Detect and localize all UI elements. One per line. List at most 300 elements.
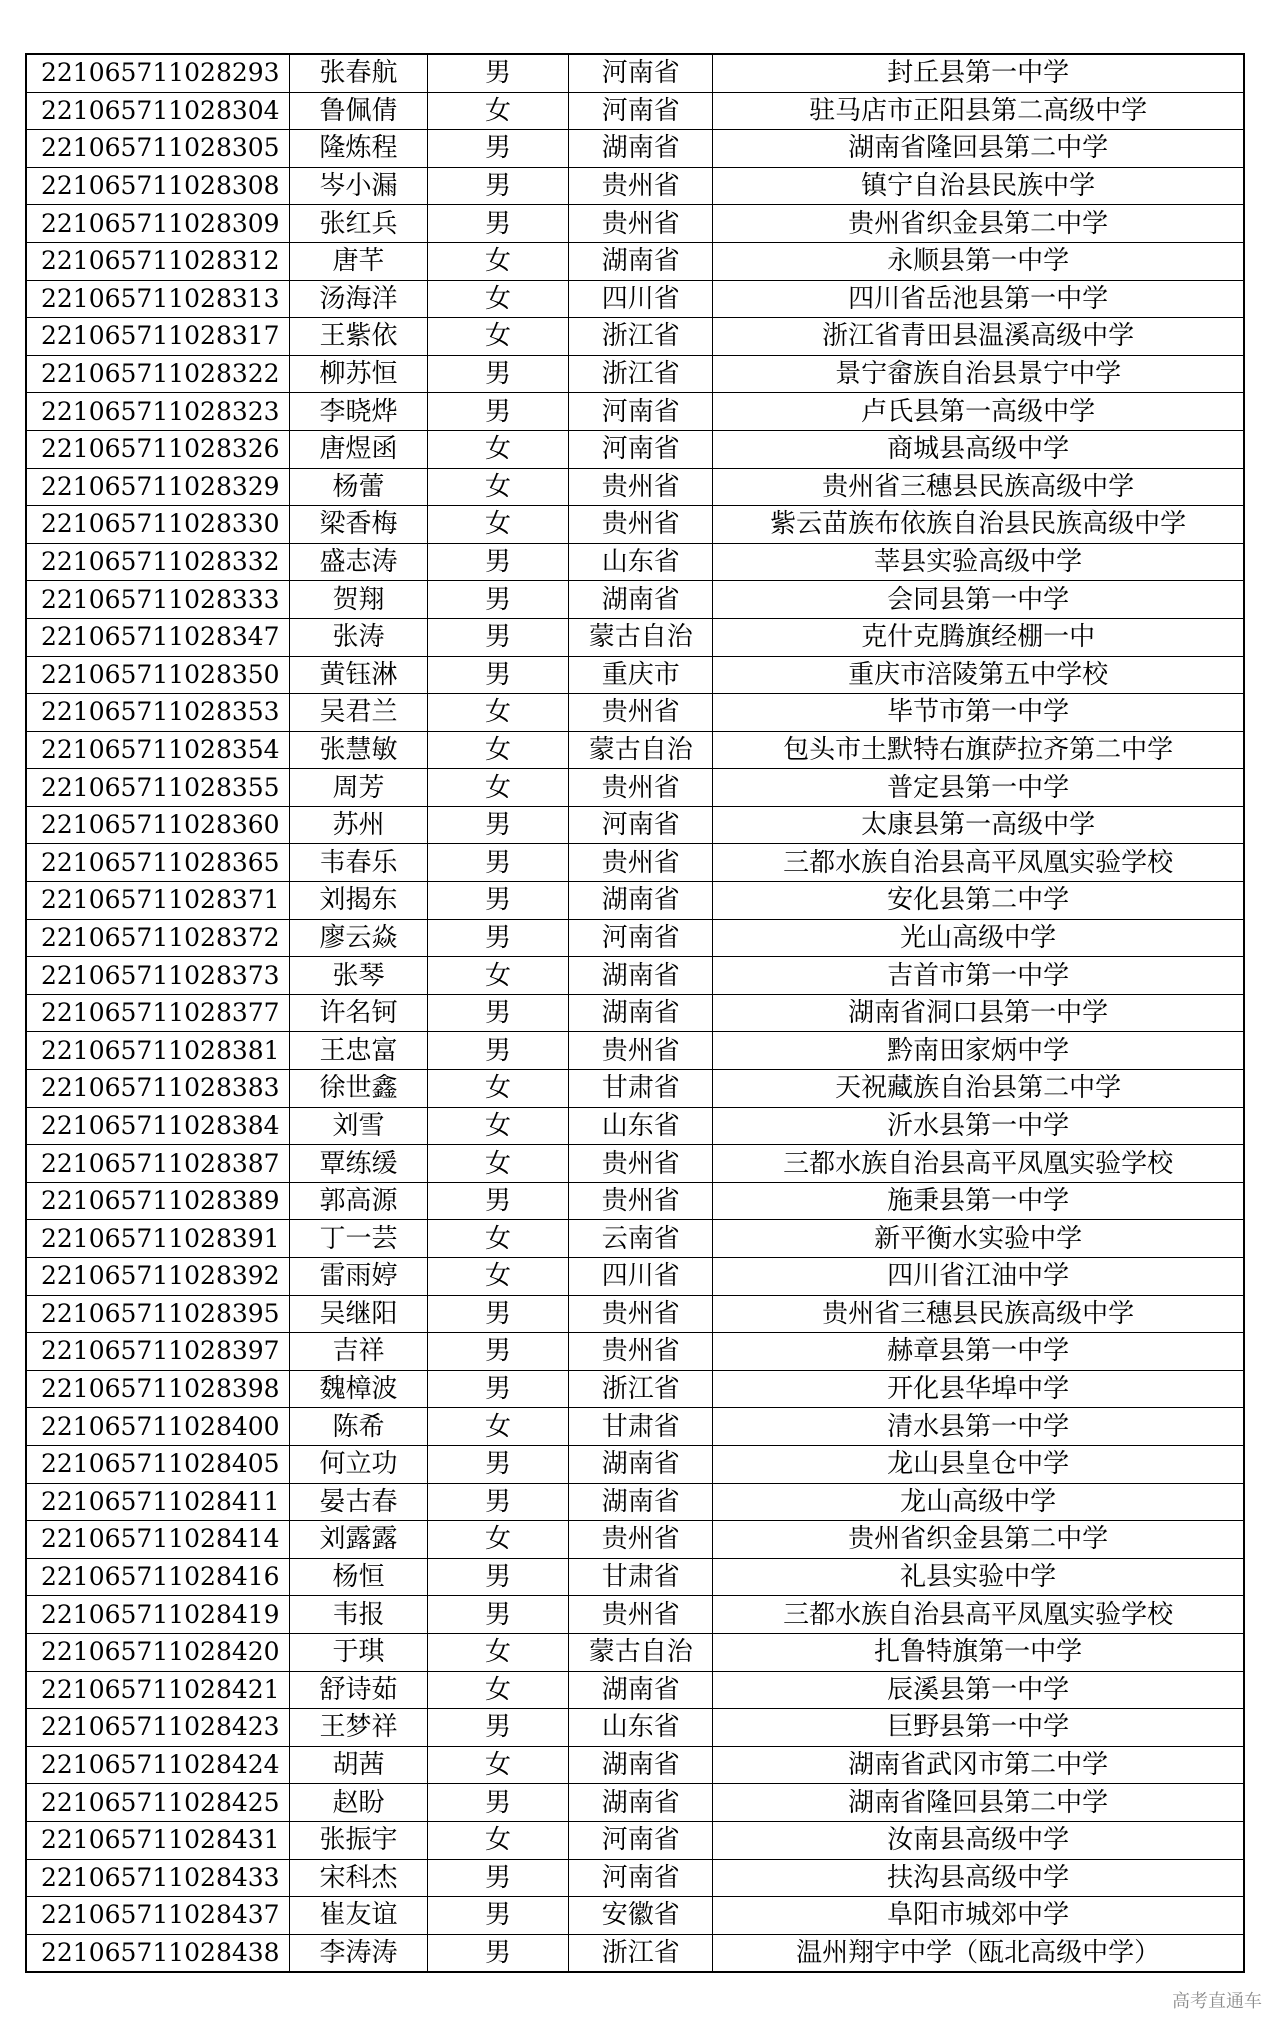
- table-row: [26, 1032, 1244, 1070]
- gender-cell: 男: [427, 1934, 568, 1972]
- student-id-cell: 221065711028424: [26, 1746, 290, 1784]
- student-id-cell: 221065711028395: [26, 1295, 290, 1333]
- school-cell: 安化县第二中学: [713, 882, 1244, 920]
- province-cell: 湖南省: [569, 1746, 713, 1784]
- table-row: [26, 205, 1244, 243]
- name-cell: 李涛涛: [290, 1934, 428, 1972]
- student-id-cell: 221065711028387: [26, 1145, 290, 1183]
- student-id-cell: 221065711028372: [26, 919, 290, 957]
- table-row: [26, 1897, 1244, 1935]
- student-id-cell: 221065711028391: [26, 1220, 290, 1258]
- province-cell: 蒙古自治: [569, 1633, 713, 1671]
- school-cell: 湖南省隆回县第二中学: [713, 130, 1244, 168]
- gender-cell: 男: [427, 205, 568, 243]
- name-cell: 胡茜: [290, 1746, 428, 1784]
- province-cell: 贵州省: [569, 1145, 713, 1183]
- gender-cell: 女: [427, 92, 568, 130]
- school-cell: 辰溪县第一中学: [713, 1671, 1244, 1709]
- table-row: [26, 1370, 1244, 1408]
- school-cell: 湖南省武冈市第二中学: [713, 1746, 1244, 1784]
- name-cell: 周芳: [290, 769, 428, 807]
- name-cell: 郭高源: [290, 1182, 428, 1220]
- province-cell: 甘肃省: [569, 1408, 713, 1446]
- province-cell: 贵州省: [569, 694, 713, 732]
- province-cell: 蒙古自治: [569, 618, 713, 656]
- school-cell: 阜阳市城郊中学: [713, 1897, 1244, 1935]
- table-row: [26, 1671, 1244, 1709]
- table-body: [26, 54, 1244, 1972]
- province-cell: 湖南省: [569, 1671, 713, 1709]
- table-row: [26, 1821, 1244, 1859]
- gender-cell: 女: [427, 1633, 568, 1671]
- table-row: [26, 280, 1244, 318]
- name-cell: 赵盼: [290, 1784, 428, 1822]
- province-cell: 湖南省: [569, 957, 713, 995]
- name-cell: 刘揭东: [290, 882, 428, 920]
- name-cell: 杨蕾: [290, 468, 428, 506]
- gender-cell: 男: [427, 1709, 568, 1747]
- table-row: [26, 1145, 1244, 1183]
- table-row: [26, 656, 1244, 694]
- school-cell: 四川省江油中学: [713, 1258, 1244, 1296]
- name-cell: 廖云焱: [290, 919, 428, 957]
- school-cell: 湖南省洞口县第一中学: [713, 994, 1244, 1032]
- table-row: [26, 1258, 1244, 1296]
- gender-cell: 男: [427, 581, 568, 619]
- table-row: [26, 468, 1244, 506]
- gender-cell: 男: [427, 1859, 568, 1897]
- student-id-cell: 221065711028373: [26, 957, 290, 995]
- name-cell: 汤海洋: [290, 280, 428, 318]
- school-cell: 汝南县高级中学: [713, 1821, 1244, 1859]
- gender-cell: 男: [427, 844, 568, 882]
- name-cell: 王紫依: [290, 318, 428, 356]
- province-cell: 四川省: [569, 280, 713, 318]
- gender-cell: 女: [427, 242, 568, 280]
- province-cell: 贵州省: [569, 844, 713, 882]
- admission-list-table: [25, 53, 1245, 1973]
- table-row: [26, 1784, 1244, 1822]
- school-cell: 三都水族自治县高平凤凰实验学校: [713, 844, 1244, 882]
- table-row: [26, 1220, 1244, 1258]
- name-cell: 刘露露: [290, 1521, 428, 1559]
- table-row: [26, 806, 1244, 844]
- school-cell: 贵州省织金县第二中学: [713, 1521, 1244, 1559]
- province-cell: 河南省: [569, 430, 713, 468]
- school-cell: 克什克腾旗经棚一中: [713, 618, 1244, 656]
- student-id-cell: 221065711028353: [26, 694, 290, 732]
- table-row: [26, 1445, 1244, 1483]
- student-id-cell: 221065711028411: [26, 1483, 290, 1521]
- province-cell: 贵州省: [569, 1596, 713, 1634]
- name-cell: 杨恒: [290, 1558, 428, 1596]
- school-cell: 三都水族自治县高平凤凰实验学校: [713, 1596, 1244, 1634]
- gender-cell: 男: [427, 1370, 568, 1408]
- table-row: [26, 393, 1244, 431]
- school-cell: 四川省岳池县第一中学: [713, 280, 1244, 318]
- table-row: [26, 1295, 1244, 1333]
- table-row: [26, 54, 1244, 92]
- school-cell: 贵州省织金县第二中学: [713, 205, 1244, 243]
- student-id-cell: 221065711028360: [26, 806, 290, 844]
- school-cell: 开化县华埠中学: [713, 1370, 1244, 1408]
- table-row: [26, 543, 1244, 581]
- gender-cell: 女: [427, 430, 568, 468]
- name-cell: 魏樟波: [290, 1370, 428, 1408]
- gender-cell: 男: [427, 919, 568, 957]
- school-cell: 太康县第一高级中学: [713, 806, 1244, 844]
- school-cell: 黔南田家炳中学: [713, 1032, 1244, 1070]
- table-row: [26, 919, 1244, 957]
- table-row: [26, 318, 1244, 356]
- student-id-cell: 221065711028326: [26, 430, 290, 468]
- student-id-cell: 221065711028329: [26, 468, 290, 506]
- gender-cell: 女: [427, 1521, 568, 1559]
- table-row: [26, 1408, 1244, 1446]
- name-cell: 晏古春: [290, 1483, 428, 1521]
- student-id-cell: 221065711028322: [26, 355, 290, 393]
- name-cell: 唐煜函: [290, 430, 428, 468]
- school-cell: 浙江省青田县温溪高级中学: [713, 318, 1244, 356]
- gender-cell: 男: [427, 656, 568, 694]
- province-cell: 河南省: [569, 806, 713, 844]
- name-cell: 何立功: [290, 1445, 428, 1483]
- table-row: [26, 994, 1244, 1032]
- province-cell: 湖南省: [569, 882, 713, 920]
- province-cell: 贵州省: [569, 1295, 713, 1333]
- province-cell: 浙江省: [569, 318, 713, 356]
- gender-cell: 男: [427, 1558, 568, 1596]
- table-row: [26, 1934, 1244, 1972]
- name-cell: 张春航: [290, 54, 428, 92]
- name-cell: 王梦祥: [290, 1709, 428, 1747]
- province-cell: 贵州省: [569, 1521, 713, 1559]
- student-id-cell: 221065711028397: [26, 1333, 290, 1371]
- watermark-text: 高考直通车: [1172, 1991, 1262, 2012]
- province-cell: 贵州省: [569, 1032, 713, 1070]
- name-cell: 陈希: [290, 1408, 428, 1446]
- province-cell: 贵州省: [569, 205, 713, 243]
- province-cell: 贵州省: [569, 167, 713, 205]
- table-row: [26, 1182, 1244, 1220]
- province-cell: 河南省: [569, 54, 713, 92]
- gender-cell: 男: [427, 54, 568, 92]
- student-id-cell: 221065711028308: [26, 167, 290, 205]
- name-cell: 唐芊: [290, 242, 428, 280]
- school-cell: 会同县第一中学: [713, 581, 1244, 619]
- name-cell: 丁一芸: [290, 1220, 428, 1258]
- student-id-cell: 221065711028293: [26, 54, 290, 92]
- name-cell: 张琴: [290, 957, 428, 995]
- gender-cell: 女: [427, 280, 568, 318]
- school-cell: 龙山高级中学: [713, 1483, 1244, 1521]
- gender-cell: 男: [427, 1032, 568, 1070]
- school-cell: 景宁畲族自治县景宁中学: [713, 355, 1244, 393]
- gender-cell: 男: [427, 393, 568, 431]
- school-cell: 扶沟县高级中学: [713, 1859, 1244, 1897]
- name-cell: 黄钰淋: [290, 656, 428, 694]
- gender-cell: 女: [427, 694, 568, 732]
- student-id-cell: 221065711028414: [26, 1521, 290, 1559]
- table-row: [26, 844, 1244, 882]
- province-cell: 湖南省: [569, 1483, 713, 1521]
- student-id-cell: 221065711028381: [26, 1032, 290, 1070]
- school-cell: 莘县实验高级中学: [713, 543, 1244, 581]
- table-row: [26, 506, 1244, 544]
- province-cell: 河南省: [569, 1859, 713, 1897]
- school-cell: 紫云苗族布依族自治县民族高级中学: [713, 506, 1244, 544]
- school-cell: 施秉县第一中学: [713, 1182, 1244, 1220]
- school-cell: 礼县实验中学: [713, 1558, 1244, 1596]
- table-row: [26, 1596, 1244, 1634]
- name-cell: 李晓烨: [290, 393, 428, 431]
- student-id-cell: 221065711028377: [26, 994, 290, 1032]
- name-cell: 宋科杰: [290, 1859, 428, 1897]
- school-cell: 永顺县第一中学: [713, 242, 1244, 280]
- name-cell: 韦报: [290, 1596, 428, 1634]
- student-id-cell: 221065711028309: [26, 205, 290, 243]
- school-cell: 温州翔宇中学（瓯北高级中学）: [713, 1934, 1244, 1972]
- name-cell: 张涛: [290, 618, 428, 656]
- name-cell: 于琪: [290, 1633, 428, 1671]
- province-cell: 甘肃省: [569, 1558, 713, 1596]
- name-cell: 张红兵: [290, 205, 428, 243]
- gender-cell: 女: [427, 1220, 568, 1258]
- name-cell: 徐世鑫: [290, 1070, 428, 1108]
- student-id-cell: 221065711028421: [26, 1671, 290, 1709]
- province-cell: 安徽省: [569, 1897, 713, 1935]
- name-cell: 柳苏恒: [290, 355, 428, 393]
- school-cell: 扎鲁特旗第一中学: [713, 1633, 1244, 1671]
- student-id-cell: 221065711028437: [26, 1897, 290, 1935]
- name-cell: 鲁佩倩: [290, 92, 428, 130]
- table-row: [26, 1709, 1244, 1747]
- school-cell: 卢氏县第一高级中学: [713, 393, 1244, 431]
- gender-cell: 女: [427, 1821, 568, 1859]
- province-cell: 蒙古自治: [569, 731, 713, 769]
- student-id-cell: 221065711028312: [26, 242, 290, 280]
- province-cell: 河南省: [569, 393, 713, 431]
- student-id-cell: 221065711028423: [26, 1709, 290, 1747]
- province-cell: 湖南省: [569, 994, 713, 1032]
- school-cell: 巨野县第一中学: [713, 1709, 1244, 1747]
- student-id-cell: 221065711028398: [26, 1370, 290, 1408]
- name-cell: 吴继阳: [290, 1295, 428, 1333]
- name-cell: 苏州: [290, 806, 428, 844]
- school-cell: 普定县第一中学: [713, 769, 1244, 807]
- student-id-cell: 221065711028405: [26, 1445, 290, 1483]
- student-id-cell: 221065711028425: [26, 1784, 290, 1822]
- student-id-cell: 221065711028333: [26, 581, 290, 619]
- name-cell: 吴君兰: [290, 694, 428, 732]
- table-row: [26, 92, 1244, 130]
- gender-cell: 男: [427, 618, 568, 656]
- gender-cell: 男: [427, 1182, 568, 1220]
- province-cell: 甘肃省: [569, 1070, 713, 1108]
- student-id-cell: 221065711028354: [26, 731, 290, 769]
- name-cell: 刘雪: [290, 1107, 428, 1145]
- school-cell: 重庆市涪陵第五中学校: [713, 656, 1244, 694]
- gender-cell: 女: [427, 318, 568, 356]
- student-id-cell: 221065711028347: [26, 618, 290, 656]
- table-row: [26, 1746, 1244, 1784]
- gender-cell: 男: [427, 130, 568, 168]
- student-id-cell: 221065711028416: [26, 1558, 290, 1596]
- province-cell: 浙江省: [569, 1934, 713, 1972]
- province-cell: 贵州省: [569, 1182, 713, 1220]
- student-id-cell: 221065711028323: [26, 393, 290, 431]
- school-cell: 吉首市第一中学: [713, 957, 1244, 995]
- school-cell: 光山高级中学: [713, 919, 1244, 957]
- gender-cell: 男: [427, 806, 568, 844]
- gender-cell: 男: [427, 1483, 568, 1521]
- school-cell: 龙山县皇仓中学: [713, 1445, 1244, 1483]
- gender-cell: 女: [427, 957, 568, 995]
- province-cell: 贵州省: [569, 769, 713, 807]
- student-id-cell: 221065711028400: [26, 1408, 290, 1446]
- student-id-cell: 221065711028304: [26, 92, 290, 130]
- province-cell: 湖南省: [569, 242, 713, 280]
- table-row: [26, 581, 1244, 619]
- province-cell: 湖南省: [569, 1445, 713, 1483]
- province-cell: 贵州省: [569, 468, 713, 506]
- gender-cell: 男: [427, 1897, 568, 1935]
- student-id-cell: 221065711028384: [26, 1107, 290, 1145]
- province-cell: 四川省: [569, 1258, 713, 1296]
- province-cell: 浙江省: [569, 1370, 713, 1408]
- student-id-cell: 221065711028365: [26, 844, 290, 882]
- province-cell: 重庆市: [569, 656, 713, 694]
- name-cell: 岑小漏: [290, 167, 428, 205]
- table-row: [26, 694, 1244, 732]
- table-row: [26, 1070, 1244, 1108]
- gender-cell: 女: [427, 468, 568, 506]
- gender-cell: 女: [427, 1408, 568, 1446]
- name-cell: 张慧敏: [290, 731, 428, 769]
- school-cell: 商城县高级中学: [713, 430, 1244, 468]
- table-row: [26, 1859, 1244, 1897]
- school-cell: 新平衡水实验中学: [713, 1220, 1244, 1258]
- province-cell: 贵州省: [569, 506, 713, 544]
- name-cell: 雷雨婷: [290, 1258, 428, 1296]
- student-id-cell: 221065711028420: [26, 1633, 290, 1671]
- gender-cell: 女: [427, 1070, 568, 1108]
- gender-cell: 男: [427, 543, 568, 581]
- table-row: [26, 731, 1244, 769]
- student-id-cell: 221065711028431: [26, 1821, 290, 1859]
- table-row: [26, 769, 1244, 807]
- student-id-cell: 221065711028389: [26, 1182, 290, 1220]
- table-row: [26, 167, 1244, 205]
- table-row: [26, 1633, 1244, 1671]
- gender-cell: 女: [427, 1107, 568, 1145]
- gender-cell: 男: [427, 994, 568, 1032]
- name-cell: 贺翔: [290, 581, 428, 619]
- school-cell: 驻马店市正阳县第二高级中学: [713, 92, 1244, 130]
- name-cell: 舒诗茹: [290, 1671, 428, 1709]
- student-id-cell: 221065711028332: [26, 543, 290, 581]
- student-id-cell: 221065711028419: [26, 1596, 290, 1634]
- gender-cell: 女: [427, 1746, 568, 1784]
- gender-cell: 男: [427, 1596, 568, 1634]
- table-row: [26, 1521, 1244, 1559]
- school-cell: 贵州省三穗县民族高级中学: [713, 1295, 1244, 1333]
- name-cell: 崔友谊: [290, 1897, 428, 1935]
- name-cell: 韦春乐: [290, 844, 428, 882]
- school-cell: 包头市土默特右旗萨拉齐第二中学: [713, 731, 1244, 769]
- gender-cell: 男: [427, 1784, 568, 1822]
- school-cell: 天祝藏族自治县第二中学: [713, 1070, 1244, 1108]
- student-id-cell: 221065711028330: [26, 506, 290, 544]
- student-id-cell: 221065711028313: [26, 280, 290, 318]
- gender-cell: 男: [427, 355, 568, 393]
- province-cell: 湖南省: [569, 581, 713, 619]
- student-id-cell: 221065711028355: [26, 769, 290, 807]
- table-row: [26, 618, 1244, 656]
- school-cell: 清水县第一中学: [713, 1408, 1244, 1446]
- province-cell: 河南省: [569, 1821, 713, 1859]
- province-cell: 湖南省: [569, 1784, 713, 1822]
- school-cell: 封丘县第一中学: [713, 54, 1244, 92]
- province-cell: 河南省: [569, 919, 713, 957]
- school-cell: 三都水族自治县高平凤凰实验学校: [713, 1145, 1244, 1183]
- province-cell: 山东省: [569, 1107, 713, 1145]
- name-cell: 张振宇: [290, 1821, 428, 1859]
- student-id-cell: 221065711028433: [26, 1859, 290, 1897]
- name-cell: 盛志涛: [290, 543, 428, 581]
- table-row: [26, 1333, 1244, 1371]
- gender-cell: 女: [427, 1145, 568, 1183]
- school-cell: 赫章县第一中学: [713, 1333, 1244, 1371]
- student-id-cell: 221065711028371: [26, 882, 290, 920]
- province-cell: 湖南省: [569, 130, 713, 168]
- student-id-cell: 221065711028438: [26, 1934, 290, 1972]
- name-cell: 吉祥: [290, 1333, 428, 1371]
- student-id-cell: 221065711028350: [26, 656, 290, 694]
- table-row: [26, 882, 1244, 920]
- table-row: [26, 1558, 1244, 1596]
- gender-cell: 女: [427, 506, 568, 544]
- gender-cell: 男: [427, 167, 568, 205]
- student-id-cell: 221065711028305: [26, 130, 290, 168]
- school-cell: 镇宁自治县民族中学: [713, 167, 1244, 205]
- gender-cell: 女: [427, 731, 568, 769]
- gender-cell: 女: [427, 1258, 568, 1296]
- gender-cell: 女: [427, 1671, 568, 1709]
- school-cell: 沂水县第一中学: [713, 1107, 1244, 1145]
- gender-cell: 男: [427, 882, 568, 920]
- province-cell: 贵州省: [569, 1333, 713, 1371]
- name-cell: 隆炼程: [290, 130, 428, 168]
- school-cell: 贵州省三穗县民族高级中学: [713, 468, 1244, 506]
- gender-cell: 男: [427, 1445, 568, 1483]
- province-cell: 云南省: [569, 1220, 713, 1258]
- province-cell: 山东省: [569, 1709, 713, 1747]
- table-row: [26, 355, 1244, 393]
- table-row: [26, 957, 1244, 995]
- name-cell: 梁香梅: [290, 506, 428, 544]
- province-cell: 河南省: [569, 92, 713, 130]
- school-cell: 毕节市第一中学: [713, 694, 1244, 732]
- table-row: [26, 130, 1244, 168]
- table-row: [26, 1107, 1244, 1145]
- student-id-cell: 221065711028317: [26, 318, 290, 356]
- name-cell: 覃练缓: [290, 1145, 428, 1183]
- name-cell: 王忠富: [290, 1032, 428, 1070]
- gender-cell: 男: [427, 1295, 568, 1333]
- province-cell: 山东省: [569, 543, 713, 581]
- student-id-cell: 221065711028392: [26, 1258, 290, 1296]
